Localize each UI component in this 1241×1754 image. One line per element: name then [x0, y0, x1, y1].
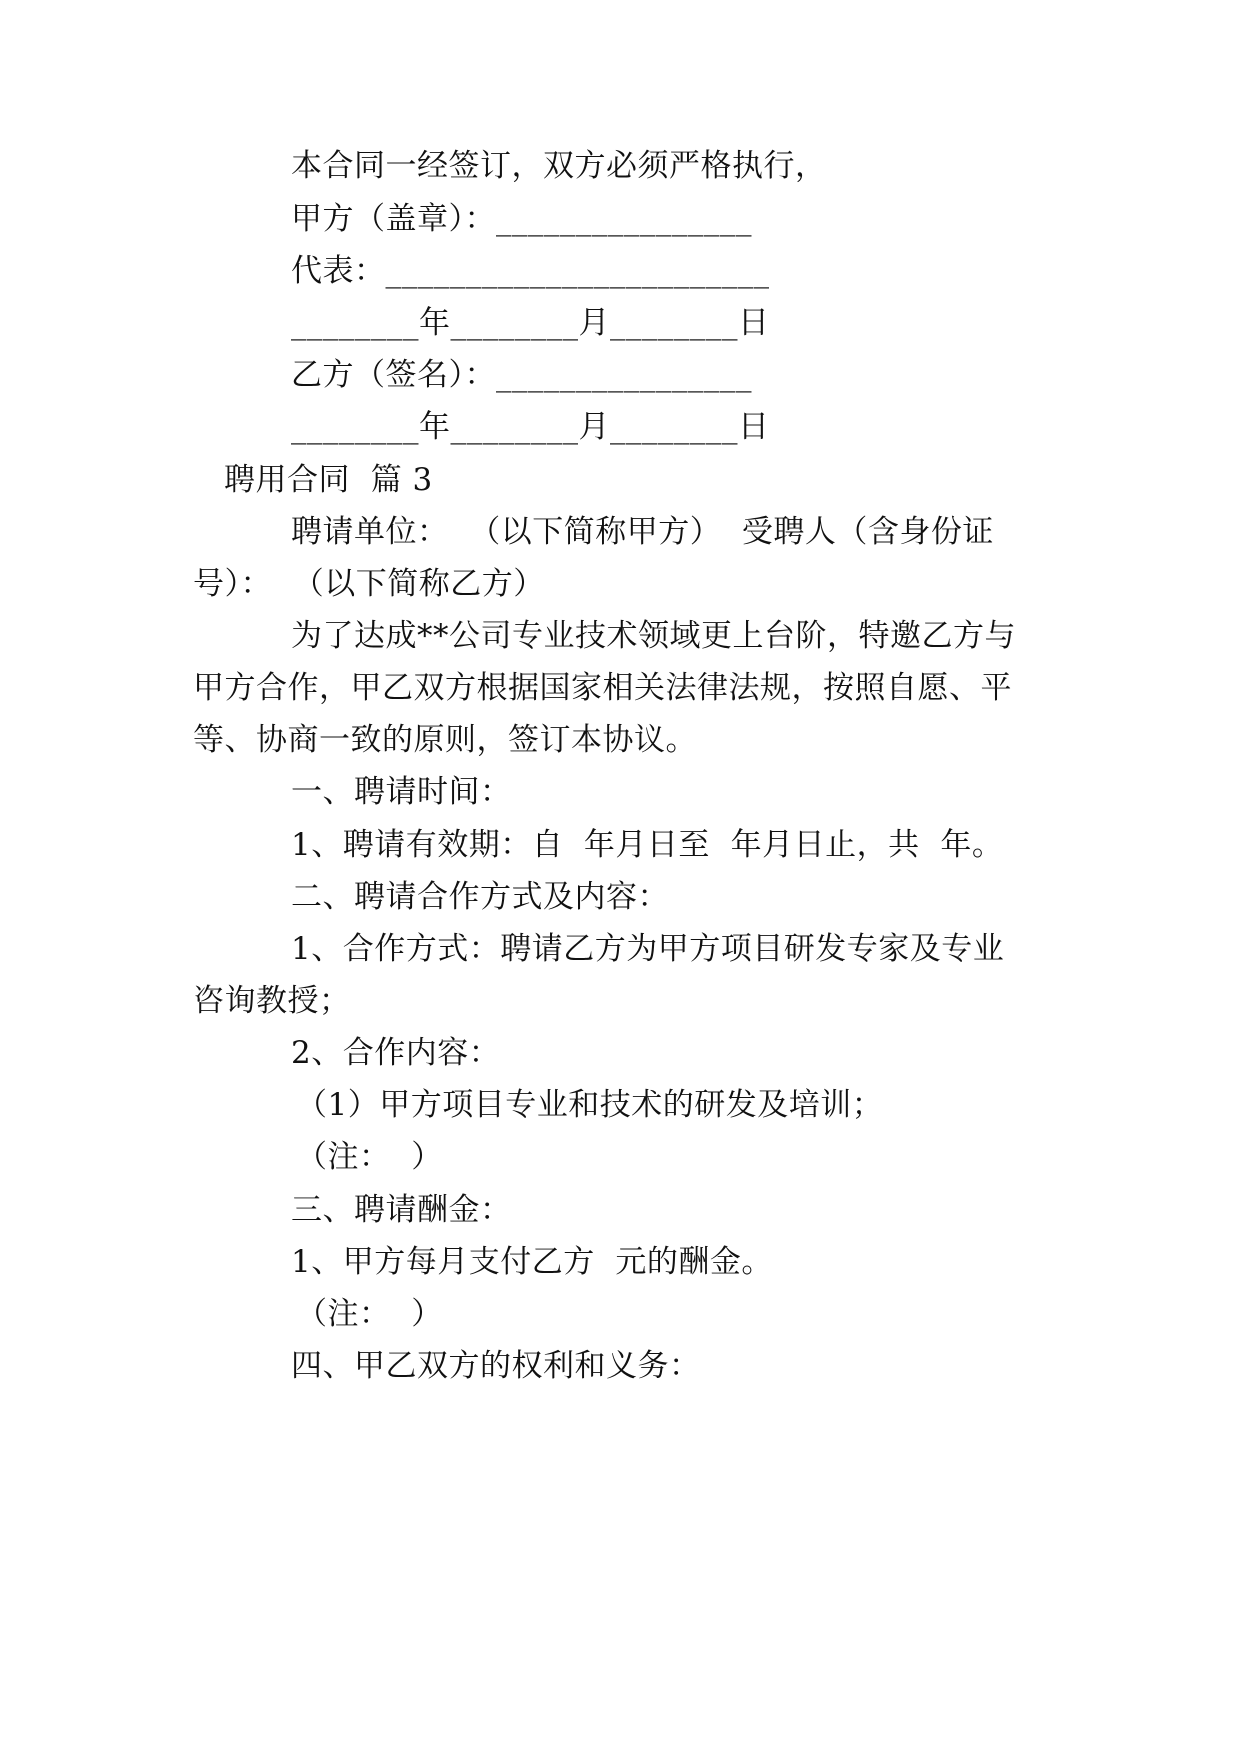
party-b-sign-line: 乙方（签名）：________________: [291, 357, 752, 393]
heading-1: 一、聘请时间：: [291, 774, 512, 810]
signature-intro: 本合同一经签订，双方必须严格执行，: [291, 148, 827, 184]
representative-line: 代表：________________________: [291, 253, 770, 289]
party-a-seal-line: 甲方（盖章）：________________: [291, 201, 752, 237]
parties-line-2: 号）： （以下简称乙方）: [193, 566, 545, 602]
parties-line-1: 聘请单位： （以下简称甲方） 受聘人（含身份证: [291, 514, 994, 550]
date-line-2: ________年________月________日: [291, 409, 770, 445]
heading-2-item-1-line-2: 咨询教授；: [193, 983, 351, 1019]
section-title: 聘用合同 篇 3: [224, 462, 433, 498]
heading-3: 三、聘请酬金：: [291, 1192, 512, 1228]
heading-2: 二、聘请合作方式及内容：: [291, 879, 669, 915]
heading-3-item-1: 1、甲方每月支付乙方 元的酬金。: [291, 1244, 773, 1280]
date-line-1: ________年________月________日: [291, 305, 770, 341]
heading-2-item-2: 2、合作内容：: [291, 1035, 501, 1071]
heading-4: 四、甲乙双方的权利和义务：: [291, 1348, 701, 1384]
purpose-line-2: 甲方合作，甲乙双方根据国家相关法律法规，按照自愿、平: [193, 670, 1012, 706]
purpose-line-3: 等、协商一致的原则，签订本协议。: [193, 722, 697, 758]
heading-1-item-1: 1、聘请有效期：自 年月日至 年月日止，共 年。: [291, 827, 1004, 863]
heading-2-item-2-sub-1: （1）甲方项目专业和技术的研发及培训；: [296, 1087, 884, 1123]
purpose-line-1: 为了达成**公司专业技术领域更上台阶，特邀乙方与: [291, 618, 1016, 654]
heading-2-item-1-line-1: 1、合作方式：聘请乙方为甲方项目研发专家及专业: [291, 931, 1005, 967]
heading-2-note: （注： ）: [296, 1139, 443, 1175]
heading-3-note: （注： ）: [296, 1296, 443, 1332]
